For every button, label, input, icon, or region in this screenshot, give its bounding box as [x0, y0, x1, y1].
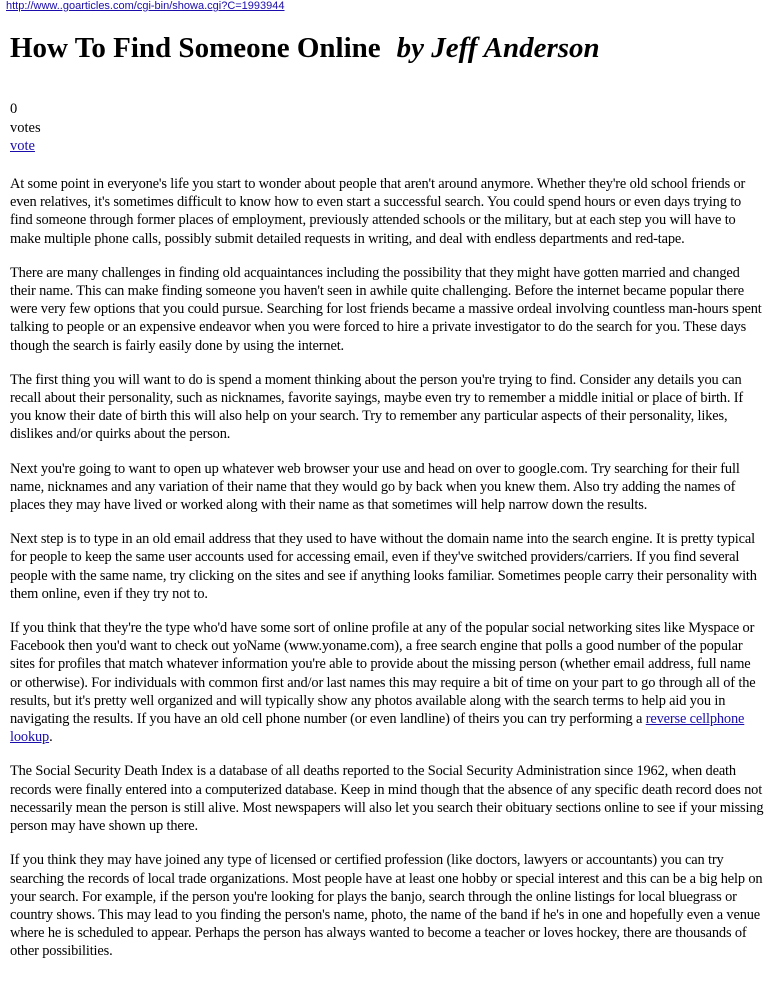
paragraph-5: Next step is to type in an old email address that they used to have without the domain name into the search engine. It is pretty typical for people to keep the same user accounts used for accessing email, even if they've switched providers/carriers. If you find several people with the same name, try clicking on the sites and see if anything looks familiar. Sometimes people carry their personality with them online, even if they try not to. [10, 531, 757, 602]
author-byline: by Jeff Anderson [396, 32, 600, 64]
source-url-link[interactable]: http://www..goarticles.com/cgi-bin/showa.cgi?C=1993944 [6, 0, 285, 12]
paragraph-7: The Social Security Death Index is a database of all deaths reported to the Social Security Administration since 1962, when death records were finally entered into a computerized database. Keep in mind though that the absence of any specific death record does not necessarily mean the person is still alive. Most newspapers will also let you search their obituary sections online to see if your missing person may have shown up there. [10, 763, 764, 835]
reverse-cellphone-lookup-link[interactable]: reverse cellphone lookup [10, 711, 745, 746]
article-title [10, 30, 600, 66]
article-body [10, 175, 764, 977]
paragraph-6 [10, 619, 764, 746]
paragraph-3: The first thing you will want to do is spend a moment thinking about the person you're trying to find. Consider any details you can recall about their personality, such as nicknames, favorite sayings, maybe even try to remember a middle initial or place of birth. If you know their date of birth this will also help on your search. Try to remember any particular aspects of their personality, likes, dislikes and/or quirks about the person. [10, 371, 744, 443]
paragraph-6-end: . [49, 729, 53, 746]
paragraph-8: If you think they may have joined any type of licensed or certified profession (like doctors, lawyers or accountants) you can try searching the records of local trade organizations. Most people have at least one hobby or special interest and this can be a big help on your search. For example, if the person you're looking for plays the banjo, search through the online listings for local bluegrass or country shows. This may lead to you finding the person's name, photo, the name of the band if he's in one and hopefully even a venue where he is scheduled to appear. Perhaps the person has always wanted to become a teacher or loves hockey, there are thousands of other possibilities. [10, 852, 763, 960]
paragraph-4: Next you're going to want to open up whatever web browser your use and head on over to google.com. Try searching for their full name, nicknames and any variation of their name that they would go by back when you knew them. Also try adding the names of places they may have lived or worked along with their name as that sometimes will help narrow down the results. [10, 460, 740, 514]
vote-link[interactable]: vote [10, 138, 35, 154]
paragraph-1: At some point in everyone's life you start to wonder about people that aren't around anymore. Whether they're old school friends or even relatives, it's sometimes difficult to know how to even start a successful search. You could spend hours or even days trying to find someone through former places of employment, previously attended schools or the military, but at each step you will have to make multiple phone calls, possibly submit detailed requests in writing, and deal with endless departments and red-tape. [10, 176, 746, 247]
title-text: How To Find Someone Online [10, 32, 381, 64]
paragraph-6-text: If you think that they're the type who'd have some sort of online profile at any of the popular social networking sites like Myspace or Facebook then you'd want to check out yoName (www.yoname.com), a free search engine that polls a good number of the popular sites for profiles that match whatever information you're able to provide about the missing person (whether email address, full name or otherwise). For individuals with common first and/or last names this may require a bit of time on your part to go through all of the results, but it's pretty well organized and will typically show any photos available along with the search terms to help aid you in navigating the results. If you have an old cell phone number (or even landline) of theirs you can try performing a [10, 620, 756, 728]
vote-block [10, 100, 41, 156]
paragraph-2: There are many challenges in finding old acquaintances including the possibility that they might have gotten married and changed their name. This can make finding someone you haven't seen in awhile quite challenging. Before the internet became popular there were very few options that you could pursue. Searching for lost friends became a massive ordeal involving countless man-hours spent talking to people or an expensive endeavor when you were forced to hire a private investigator to do the search for you. These days though the search is fairly easily done by using the internet. [10, 264, 762, 354]
votes-label: votes [10, 119, 41, 136]
vote-count: 0 [10, 101, 18, 117]
